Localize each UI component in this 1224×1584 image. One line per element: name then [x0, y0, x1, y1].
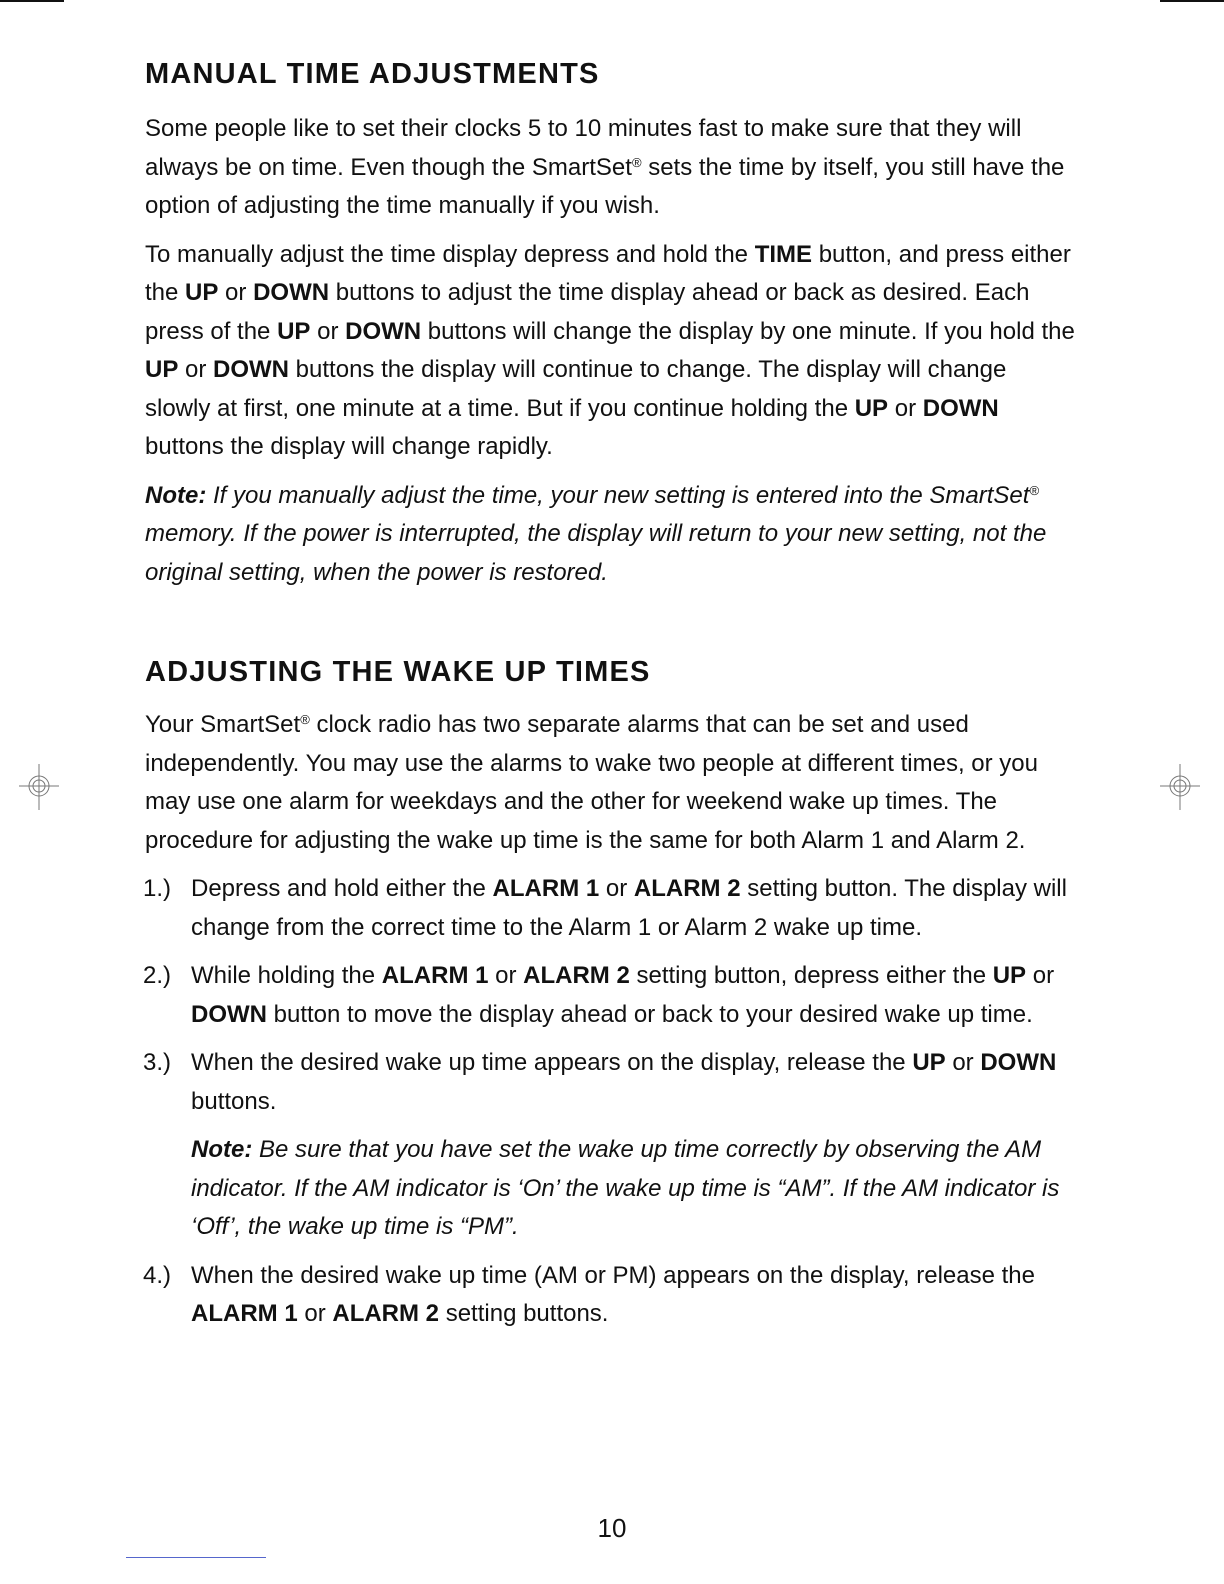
- text-run: To manually adjust the time display depress and hold the: [145, 240, 755, 268]
- step-number: 3.): [143, 1049, 172, 1076]
- bold-term: DOWN: [213, 356, 290, 383]
- bold-term: Note:: [145, 481, 207, 509]
- bottom-rule: [126, 1557, 266, 1558]
- step-text: [191, 962, 1054, 1028]
- text-run: button, and press either the: [145, 240, 1071, 306]
- text-run: or: [178, 356, 214, 383]
- text-run: clock radio has two separate alarms that can be set and used independently. You may use the alarms to wake two people at different times, or you may use one alarm for weekdays and the other for weekend wake up times. The procedure for adjusting the wake up time is the same for both Alarm 1 and Alarm 2.: [145, 711, 1038, 854]
- crop-mark-top-left: [0, 0, 64, 2]
- bold-term: UP: [854, 394, 889, 422]
- text-run: buttons the display will continue to change. The display will change slowly at first, one minute at a time. But if you continue holding the: [145, 356, 1007, 422]
- text-run: Some people like to set their clocks 5 to 10 minutes fast to make sure that they will always be on time. Even though the SmartSet: [145, 115, 1022, 181]
- bold-term: ALARM 2: [332, 1300, 440, 1327]
- registered-mark: ®: [300, 712, 310, 727]
- text-run: or: [488, 962, 524, 989]
- text-run: or: [599, 875, 634, 902]
- section-heading-wake-up-times: ADJUSTING THE WAKE UP TIMES: [145, 656, 651, 688]
- crop-mark-top-right: [1160, 0, 1224, 2]
- text-run: or: [888, 394, 923, 422]
- text-run: Be sure that you have set the wake up time correctly by observing the AM indicator. If the AM indicator is ‘On’ the wake up time is “AM”. If the AM indicator is ‘Off’, the wake up time is “PM”.: [191, 1136, 1060, 1240]
- bold-term: ALARM 2: [523, 962, 630, 989]
- paragraph-instructions: [145, 236, 1075, 467]
- text-run: When the desired wake up time (AM or PM) appears on the display, release the: [191, 1261, 1035, 1289]
- text-run: button to move the display ahead or back to your desired wake up time.: [266, 1000, 1033, 1028]
- text-run: or: [310, 317, 346, 345]
- text-run: buttons will change the display by one minute. If you hold the: [421, 317, 1075, 345]
- list-item: [145, 957, 1075, 1034]
- text-run: While holding the: [191, 962, 382, 989]
- bold-term: UP: [912, 1049, 946, 1076]
- text-run: buttons the display will change rapidly.: [145, 433, 553, 460]
- bold-term: DOWN: [922, 394, 999, 422]
- bold-term: DOWN: [345, 317, 422, 345]
- text-run: buttons.: [191, 1087, 277, 1115]
- note-memory: [145, 477, 1075, 593]
- step-text: [191, 1262, 1035, 1328]
- bold-term: UP: [145, 356, 179, 383]
- bold-term: ALARM 2: [633, 875, 741, 902]
- text-run: When the desired wake up time appears on the display, release the: [191, 1049, 913, 1076]
- list-item: [145, 870, 1075, 947]
- text-run: setting button. The display will change from the correct time to the Alarm 1 or Alarm 2 wake up time.: [191, 875, 1067, 941]
- text-run: If you manually adjust the time, your new setting is entered into the SmartSet: [206, 481, 1030, 509]
- bold-term: UP: [185, 279, 219, 306]
- bold-term: Note:: [191, 1136, 253, 1163]
- bold-term: UP: [277, 317, 311, 345]
- list-item: [145, 1044, 1075, 1247]
- section-heading-manual-time: MANUAL TIME ADJUSTMENTS: [145, 58, 600, 90]
- bold-term: ALARM 1: [492, 875, 600, 902]
- registration-mark-left-icon: [19, 762, 59, 812]
- bold-term: DOWN: [980, 1049, 1057, 1076]
- text-run: setting button, depress either the: [629, 962, 993, 989]
- text-run: sets the time by itself, you still have the option of adjusting the time manually if you wish.: [145, 153, 1065, 219]
- registration-mark-right-icon: [1160, 762, 1200, 812]
- page-number: 10: [597, 1513, 627, 1543]
- text-run: memory. If the power is interrupted, the display will return to your new setting, not the original setting, when the power is restored.: [145, 520, 1047, 586]
- bold-term: DOWN: [191, 1000, 267, 1028]
- text-run: Your SmartSet: [145, 711, 301, 738]
- steps-list: [145, 870, 1075, 1334]
- bold-term: UP: [992, 962, 1027, 989]
- bold-term: TIME: [754, 240, 813, 268]
- text-run: or: [297, 1300, 333, 1327]
- step-number: 1.): [143, 875, 172, 902]
- text-run: buttons to adjust the time display ahead or back as desired. Each press of the: [145, 279, 1030, 345]
- paragraph-intro: [145, 110, 1075, 226]
- text-run: or: [218, 279, 254, 306]
- text-run: setting buttons.: [439, 1300, 609, 1327]
- step-number: 4.): [143, 1261, 172, 1289]
- step-text: [191, 875, 1067, 941]
- registered-mark: ®: [631, 154, 642, 170]
- bold-term: DOWN: [253, 279, 330, 306]
- text-run: or: [1026, 962, 1055, 989]
- bold-term: ALARM 1: [191, 1300, 298, 1327]
- page-content: [145, 52, 1075, 1344]
- text-run: Depress and hold either the: [191, 875, 493, 902]
- registered-mark: ®: [1029, 482, 1040, 498]
- bold-term: ALARM 1: [381, 962, 489, 989]
- step-number: 2.): [143, 962, 172, 989]
- text-run: or: [945, 1049, 981, 1076]
- list-item: [145, 1257, 1075, 1334]
- step-text: [191, 1049, 1056, 1115]
- note-am-indicator: [191, 1131, 1075, 1247]
- paragraph-alarms-intro: [145, 706, 1075, 860]
